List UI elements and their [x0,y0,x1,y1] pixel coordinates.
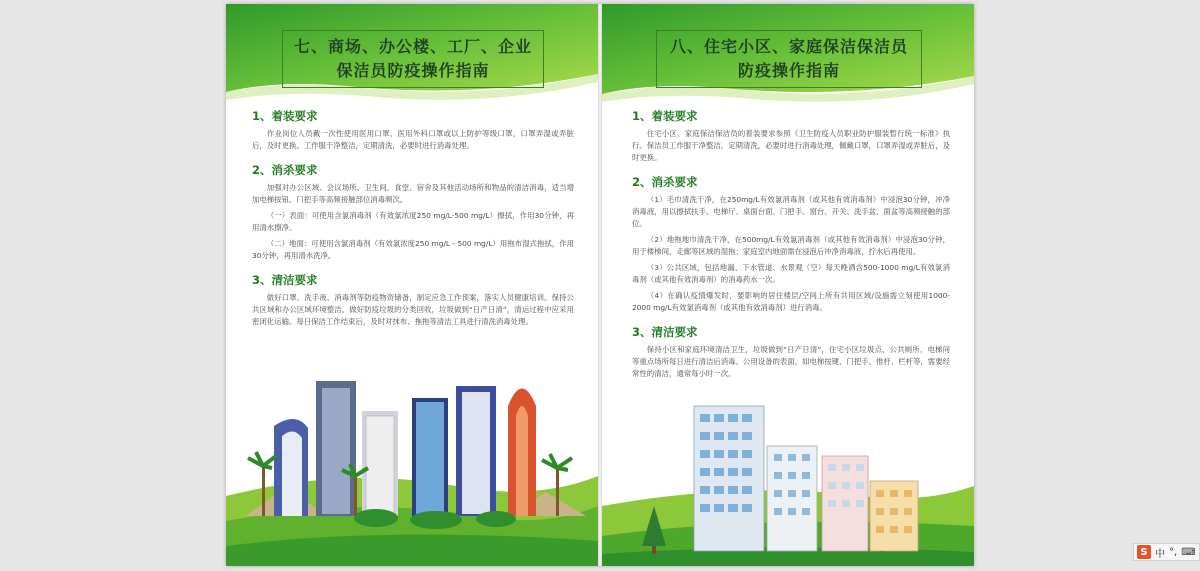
right-content [632,108,950,390]
section-paragraph: 作业岗位人员戴一次性使用医用口罩、医用外科口罩或以上防护等级口罩，口罩弄湿或弄脏后，及时更换。工作服干净整洁，定期清洗，必要时进行消毒处理。 [252,129,574,150]
left-title-line2: 保洁员防疫操作指南 [336,61,490,80]
ime-keyboard-icon[interactable]: ⌨ [1181,546,1196,558]
section-paragraph: 住宅小区、家庭保洁保洁员的着装要求参照《卫生防疫人员职业防护服装暂行统一标准》执行。保洁员工作服干净整洁，定期清洗，必要时进行消毒处理，佩戴口罩，口罩弄湿或弄脏后，及时更换。 [632,129,950,162]
right-title-box [656,30,922,88]
left-title-line1: 七、商场、办公楼、工厂、企业 [293,37,532,56]
left-title-box [282,30,544,88]
section-paragraph: （2）地拖地巾清洗干净，在500mg/L有效氯消毒剂（或其他有效消毒剂）中浸泡30分钟，用于楼梯间、走廊等区域的湿拖；家庭室内地面需在浸泡后冲净消毒液，拧水后再使用。 [632,235,950,256]
section-paragraph: （二）地面：可使用含氯消毒剂（有效氯浓度250 mg/L - 500 mg/L）用拖布湿式拖拭，作用30分钟，再用清水洗净。 [252,239,574,260]
section-heading: 3、清洁要求 [632,325,698,339]
section-paragraph: （3）公共区域，包括地漏、下水管道、水景观（空）每天晚洒含500-1000 mg/L有效氯消毒剂（或其他有效消毒剂）的消毒药水一次。 [632,263,950,284]
section-paragraph: （1）毛巾清洗干净，在250mg/L有效氯消毒剂（或其他有效消毒剂）中浸泡30分钟，冲净消毒液，用以擦拭扶手、电梯厅、桌面台面、门把手、窗台、开关、洗手盆、面盆等高频接触的部位。 [632,195,950,228]
right-title-line2: 防疫操作指南 [737,61,840,80]
section-paragraph: 加强对办公区域、会议场所、卫生间、食堂、宿舍及其他活动场所和物品的清洁消毒，适当增加电梯按钮、门把手等高频接触部位消毒频次。 [252,183,574,204]
section-heading: 1、着装要求 [632,109,698,123]
right-title-line1: 八、住宅小区、家庭保洁保洁员 [669,37,908,56]
left-section-3 [252,272,574,328]
brochure-spread [226,4,974,566]
residential-buildings-illustration [602,386,974,566]
right-page [602,4,974,566]
left-page [226,4,598,566]
ime-toolbar[interactable] [1133,543,1200,561]
section-heading: 2、消杀要求 [252,163,318,177]
right-section-1 [632,108,950,164]
left-section-2 [252,162,574,262]
right-section-2 [632,174,950,314]
ime-mode-indicator[interactable]: 中 [1155,548,1165,560]
section-paragraph: 做好口罩、洗手液、消毒剂等防疫物资储备，制定应急工作预案，落实人员健康培训。保持公共区域和办公区域环境整洁，做好防疫垃圾的分类回收，垃圾做到“日产日清”，清运过程中应采用密闭化运输。每日保洁工作结束后，及时对抹布、拖拖等清洁工具进行清洗消毒处理。 [252,293,574,326]
sogou-ime-icon[interactable]: S [1137,545,1151,559]
section-paragraph: （4）在确认疫情爆发时，要影响的居住楼层/空间上所有共用区域/设施需立刻使用1000-2000 mg/L有效氯消毒剂（或其他有效消毒剂）进行消毒。 [632,291,950,312]
left-content [252,108,574,338]
section-paragraph: （一）表面：可使用含氯消毒剂（有效氯浓度250 mg/L-500 mg/L）擦拭，作用30分钟，再用清水擦净。 [252,211,574,232]
office-buildings-illustration [226,356,598,566]
left-section-1 [252,108,574,152]
section-heading: 2、消杀要求 [632,175,698,189]
section-paragraph: 保持小区和家庭环境清洁卫生，垃圾做到“日产日清”，住宅小区垃圾点、公共厕所、电梯间等重点场所每日进行清洁后消毒。公用设备的表面，如电梯按键、门把手、推杆、栏杆等，需要经常性的清洁，通常每小时一次。 [632,345,950,378]
right-section-3 [632,324,950,380]
ime-punctuation-indicator[interactable]: °, [1169,546,1178,558]
section-heading: 3、清洁要求 [252,273,318,287]
section-heading: 1、着装要求 [252,109,318,123]
